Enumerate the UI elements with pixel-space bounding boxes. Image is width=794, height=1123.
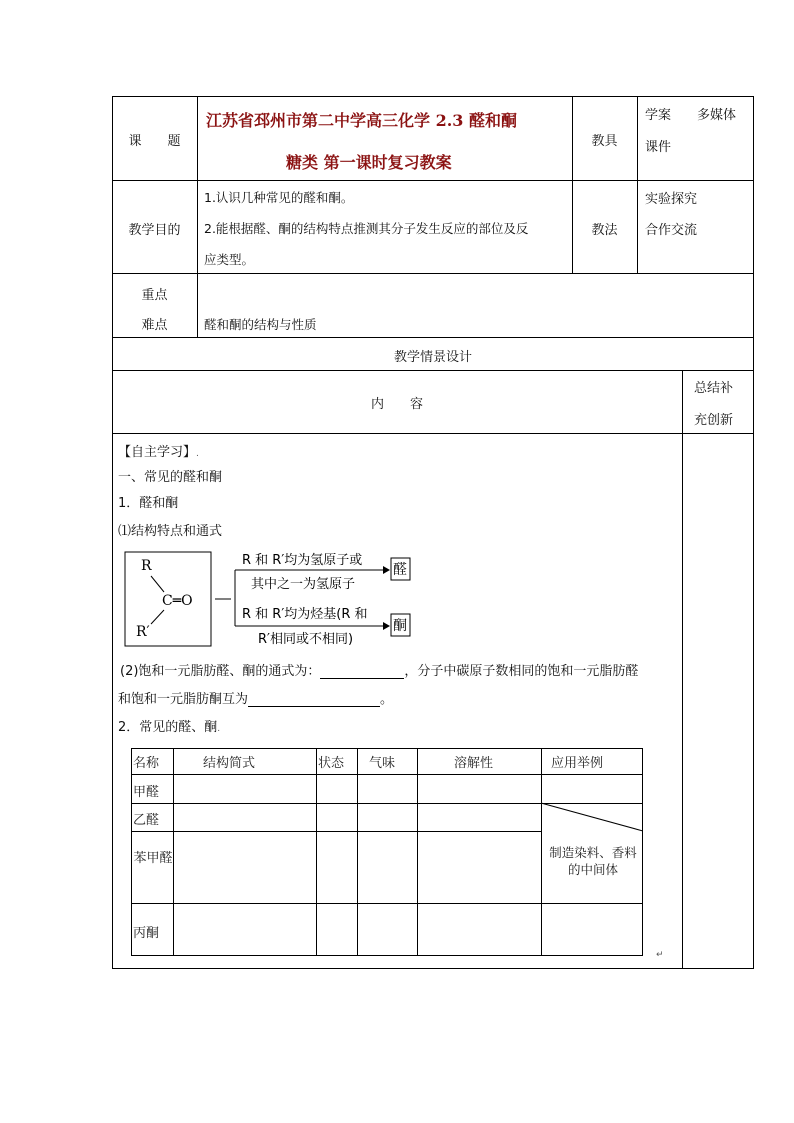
aldehyde-label: 醛 [393, 562, 407, 578]
sub-2: 2．常见的醛、酮. [118, 720, 221, 735]
col-divider [572, 96, 573, 273]
return-mark: ↵ [656, 950, 664, 960]
tools-line2: 课件 [645, 140, 672, 155]
condition-3: R 和 R′均为烃基(R 和 [242, 607, 368, 622]
label-tools: 教具 [591, 134, 618, 149]
header-odor: 气味 [369, 756, 396, 771]
header-application: 应用举例 [551, 756, 604, 771]
design-heading: 教学情景设计 [393, 350, 472, 365]
condition-1: R 和 R′均为氢原子或 [242, 553, 363, 568]
table-border-right [753, 96, 754, 969]
method-1: 实验探究 [645, 192, 698, 207]
question-2-line2: 和饱和一元脂肪酮互为 。 [118, 692, 394, 707]
side-heading-1: 总结补 [694, 381, 734, 396]
header-state: 状态 [318, 756, 345, 771]
r-prime-label: R′ [136, 624, 150, 640]
row-divider [112, 433, 754, 434]
arrow-head [383, 622, 390, 630]
label-difficulty: 难点 [141, 318, 168, 333]
row-formaldehyde: 甲醛 [133, 785, 160, 800]
label-method: 教法 [591, 223, 618, 238]
bond-line [151, 576, 164, 592]
r-group-label: R [141, 558, 152, 574]
arrow-head [383, 566, 390, 574]
goal-2a: 2.能根据醛、酮的结构特点推测其分子发生反应的部位及反 [204, 221, 529, 236]
table-border-bottom [112, 968, 754, 969]
row-divider [112, 337, 754, 338]
carbonyl-diagram [118, 548, 418, 652]
application-note: 制造染料、香料的中间体 [549, 845, 637, 877]
goal-2b: 应类型。 [204, 252, 255, 267]
method-2: 合作交流 [645, 223, 698, 238]
table-border-top [112, 96, 754, 97]
label-subject: 课 题 [128, 134, 181, 149]
self-study: 【自主学习】. [118, 445, 199, 460]
diagonal-line [541, 803, 643, 831]
carbonyl-label: C═O [162, 593, 193, 609]
bond-line [151, 610, 164, 624]
row-acetaldehyde: 乙醛 [133, 813, 160, 828]
col-divider [197, 96, 198, 337]
answer-blank-2 [248, 692, 380, 707]
header-name: 名称 [133, 756, 160, 771]
key-text: 醛和酮的结构与性质 [204, 317, 317, 332]
col-divider [682, 370, 683, 968]
tools-line1: 学案 多媒体 [645, 108, 737, 123]
question-2-line1: (2)饱和一元脂肪醛、酮的通式为： ，分子中碳原子数相同的饱和一元脂肪醛 [120, 664, 639, 679]
ketone-label: 酮 [393, 618, 407, 634]
row-acetone: 丙酮 [133, 926, 160, 941]
question-1: ⑴结构特点和通式 [118, 524, 223, 539]
header-solubility: 溶解性 [454, 756, 494, 771]
page-title-line2: 糖类 第一课时复习教案 [286, 153, 452, 172]
condition-4: R′相同或不相同) [258, 632, 354, 647]
col-divider [637, 96, 638, 273]
aldehyde-ketone-table [131, 748, 643, 956]
row-divider [112, 273, 754, 274]
row-divider [112, 180, 754, 181]
answer-blank-1 [320, 664, 404, 679]
row-benzaldehyde: 苯甲醛 [133, 851, 173, 866]
side-heading-2: 充创新 [694, 413, 734, 428]
section-1: 一、常见的醛和酮 [118, 470, 223, 485]
row-divider [112, 370, 754, 371]
page-title-line1: 江苏省邳州市第二中学高三化学 2.3 醛和酮 [206, 111, 517, 130]
sub-1: 1．醛和酮 [118, 496, 179, 511]
header-formula: 结构简式 [203, 756, 256, 771]
goal-1: 1.认识几种常见的醛和酮。 [204, 190, 354, 205]
label-goal: 教学目的 [128, 223, 181, 238]
condition-2: 其中之一为氢原子 [251, 577, 356, 592]
content-heading: 内 容 [370, 397, 423, 412]
label-key: 重点 [141, 288, 168, 303]
